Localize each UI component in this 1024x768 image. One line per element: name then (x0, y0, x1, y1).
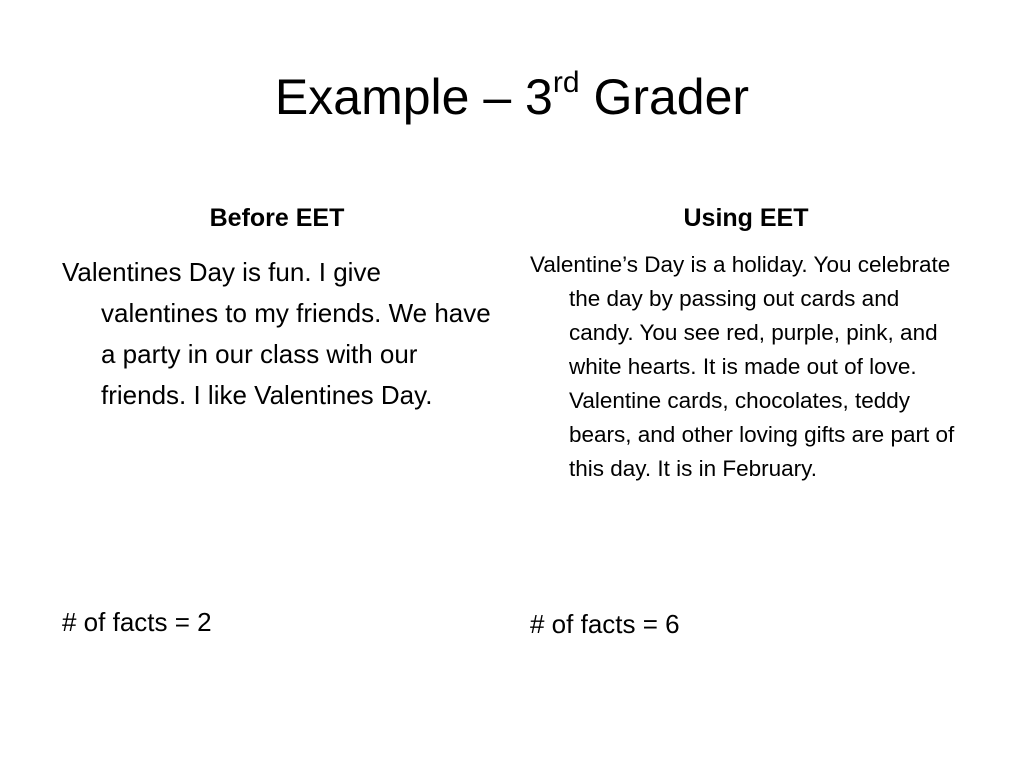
slide-title (0, 62, 1024, 132)
before-eet-facts-count: # of facts = 2 (62, 607, 212, 637)
before-eet-heading: Before EET (209, 204, 345, 232)
title-main: Example – 3 (274, 69, 553, 125)
title-superscript: rd (552, 66, 580, 100)
using-eet-paragraph: Valentine’s Day is a holiday. You celebrate the day by passing out cards and candy. You see red, purple, pink, and white hearts. It is made out of love. Valentine cards, chocolates, teddy bears, and other loving gifts are part of this day. It is in February. (530, 252, 955, 481)
before-eet-paragraph: Valentines Day is fun. I give valentines to my friends. We have a party in our class with our friends. I like Valentines Day. (62, 257, 491, 410)
title-end: Grader (579, 69, 750, 125)
using-eet-facts-count: # of facts = 6 (530, 609, 680, 639)
using-eet-heading: Using EET (683, 204, 809, 232)
